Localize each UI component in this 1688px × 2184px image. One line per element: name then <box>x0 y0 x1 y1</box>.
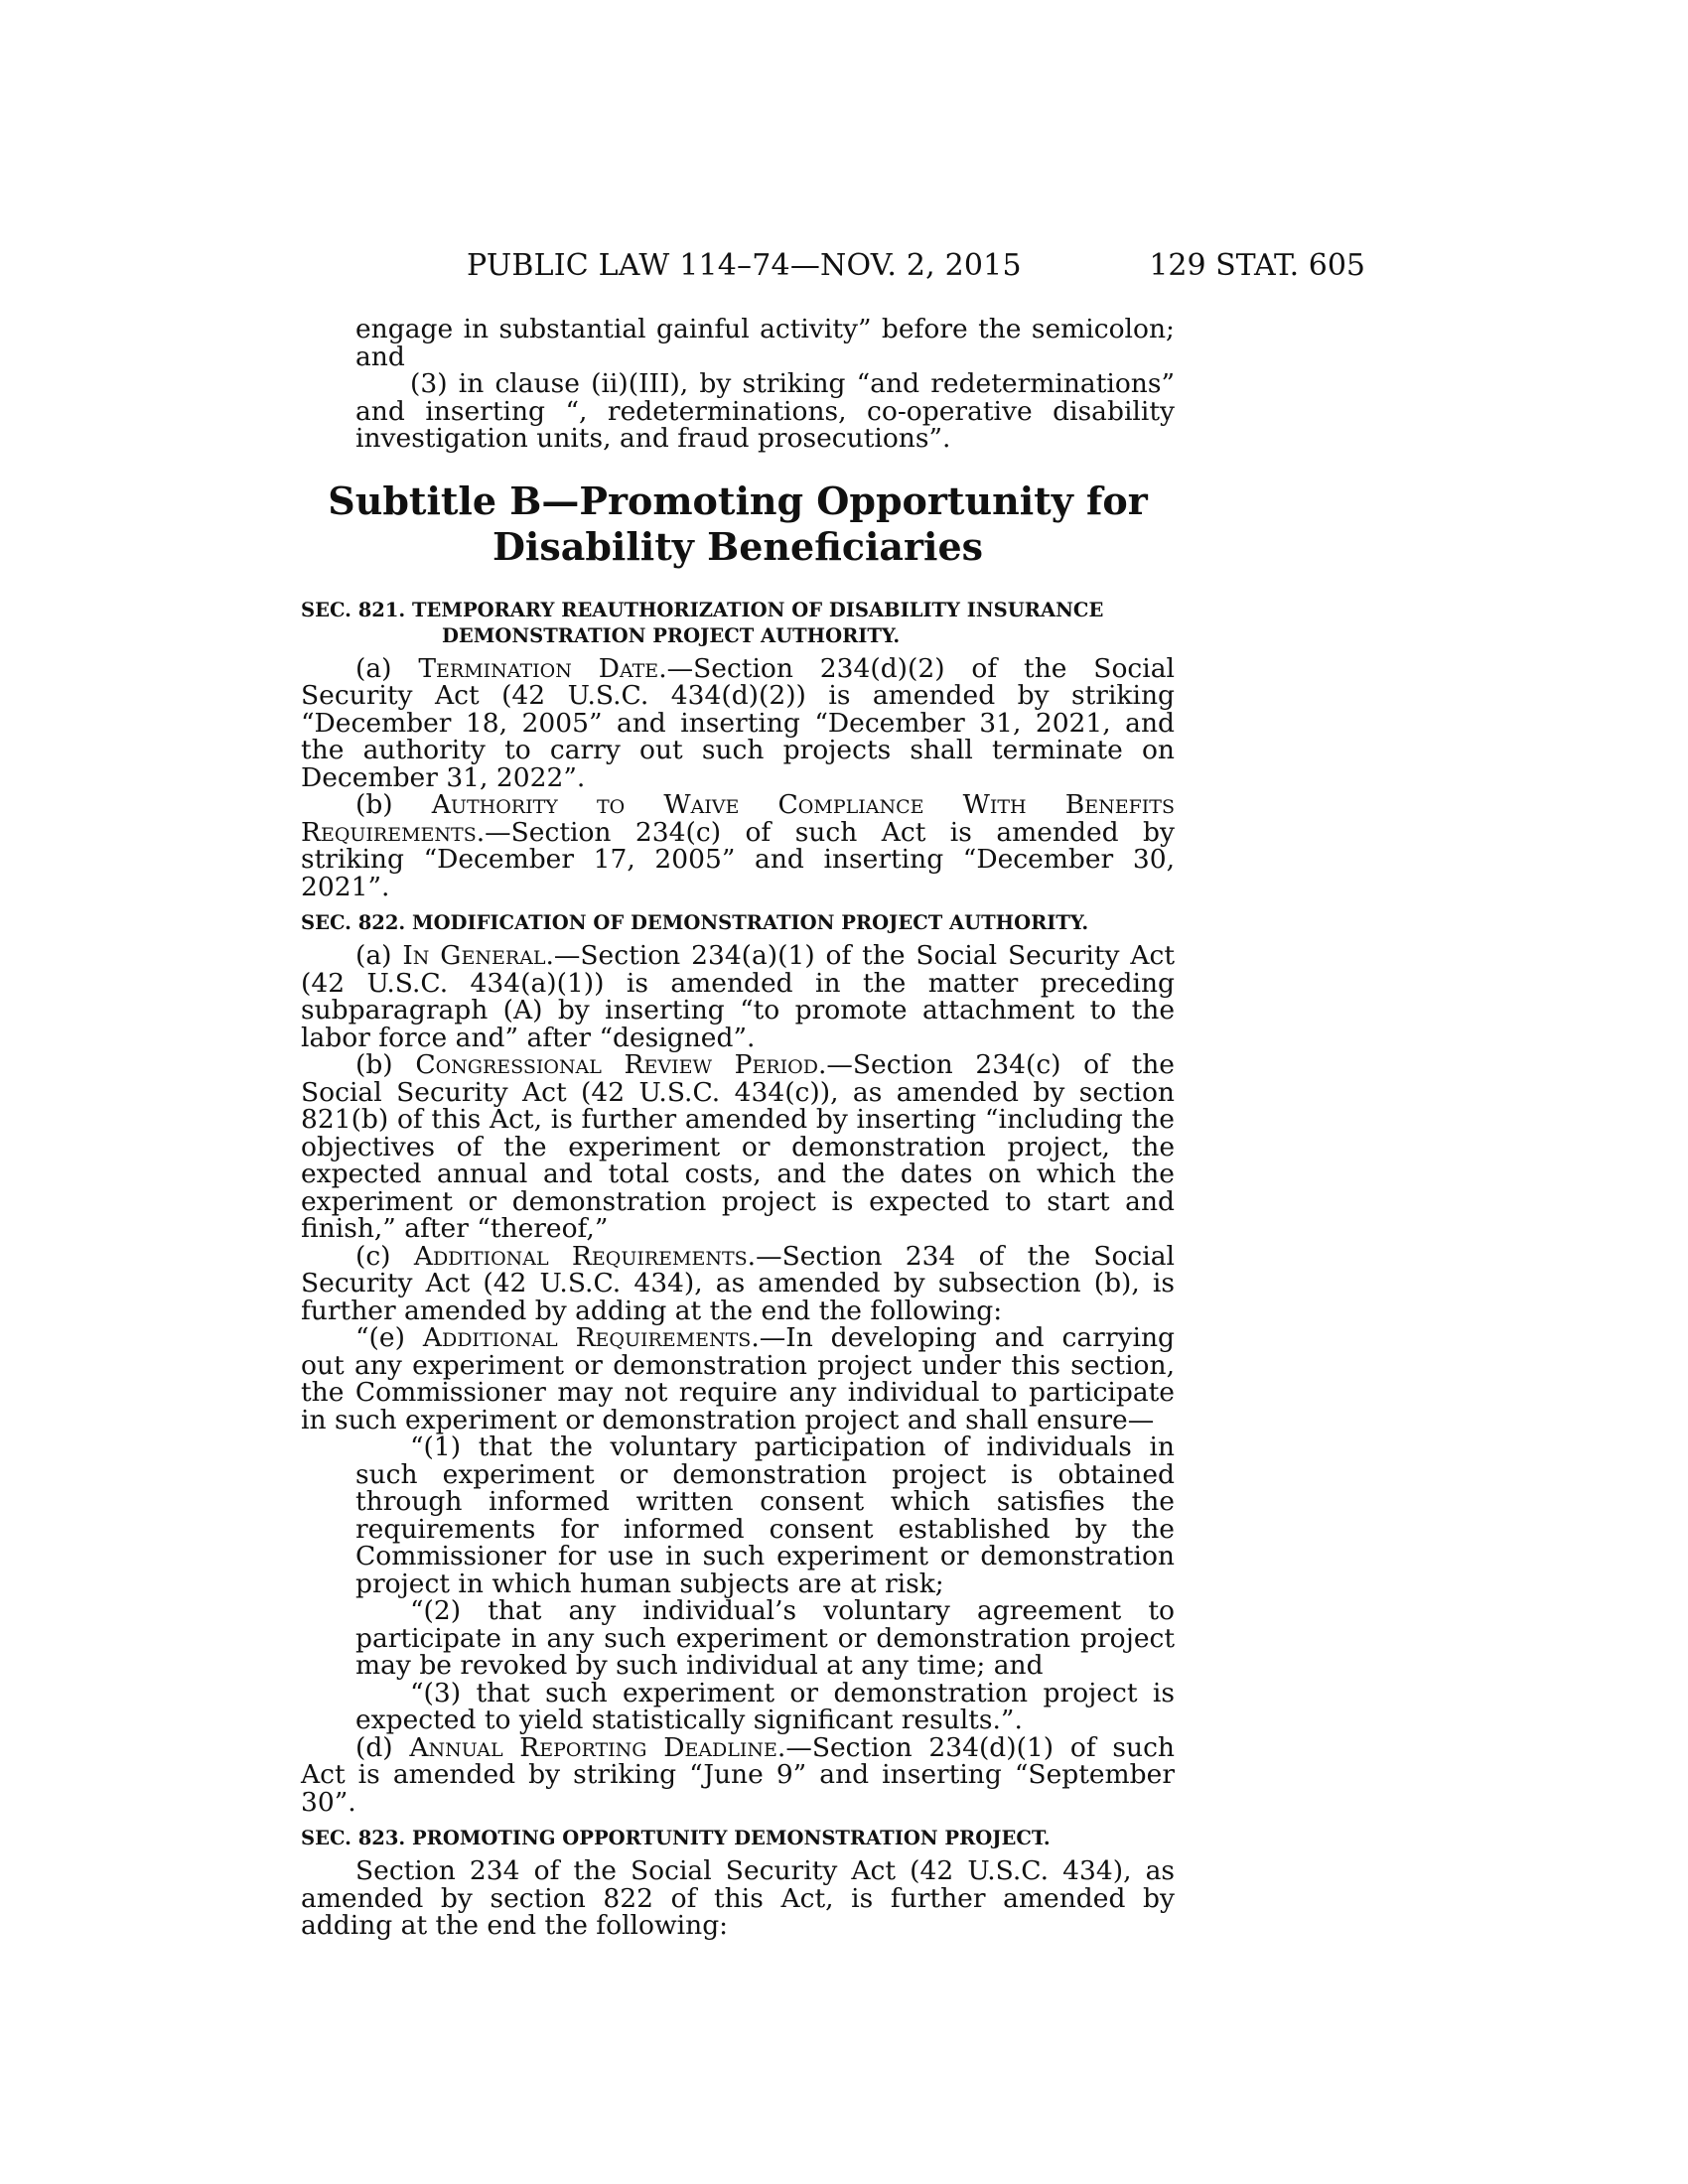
section-822-c-label: (c) <box>355 1240 414 1272</box>
section-822-c-caption: Additional Requirements <box>413 1240 748 1272</box>
section-822-b <box>301 1051 1175 1243</box>
section-821-a-label: (a) <box>355 652 419 684</box>
section-821-b <box>301 791 1175 900</box>
section-821-heading <box>301 598 1175 649</box>
section-822-e-3: “(3) that such experiment or demonstration project is expected to yield statistically significant results.”. <box>355 1677 1175 1735</box>
section-821-heading-line-1: SEC. 821. TEMPORARY REAUTHORIZATION OF DISABILITY INSURANCE <box>301 598 1104 621</box>
running-head <box>0 248 1688 288</box>
section-822-a-label: (a) <box>355 940 403 971</box>
carryover-text: engage in substantial gainful activity” before the semicolon; and <box>355 314 1175 372</box>
subtitle-heading <box>301 478 1175 570</box>
section-823-heading <box>301 1826 1175 1851</box>
section-822-d-caption: Annual Reporting Deadline <box>409 1731 777 1763</box>
section-821-b-text: .—Section 234(c) of such Act is amended by striking “December 17, 2005” and inserting “December 30, 2021”. <box>301 816 1175 902</box>
section-821-b-caption: Authority to Waive Compliance With Benefits Requirements <box>301 789 1175 848</box>
section-823-text: Section 234 of the Social Security Act (42 U.S.C. 434), as amended by section 822 of this Act, is further amended by adding at the end the following: <box>301 1855 1175 1941</box>
section-821-heading-line-2: DEMONSTRATION PROJECT AUTHORITY. <box>442 623 901 647</box>
subtitle-line-1: Subtitle B—Promoting Opportunity for <box>328 478 1148 523</box>
section-821-a <box>301 652 1175 793</box>
section-821-a-text: .—Section 234(d)(2) of the Social Security Act (42 U.S.C. 434(d)(2)) is amended by striking “December 18, 2005” and inserting “December 31, 2021, and the authority to carry out such projects shall terminate on December 31, 2022”. <box>301 652 1175 793</box>
page-number: 129 STAT. 605 <box>1149 248 1365 283</box>
section-821-a-caption: Termination Date <box>418 652 659 684</box>
running-head-title: PUBLIC LAW 114–74—NOV. 2, 2015 <box>467 248 1022 283</box>
subtitle-line-2: Disability Beneficiaries <box>492 523 984 569</box>
section-822-a-caption: In General <box>402 940 546 971</box>
body-column <box>301 316 1175 1940</box>
section-822-a-text: .—Section 234(a)(1) of the Social Security Act (42 U.S.C. 434(a)(1)) is amended in the matter preceding subparagraph (A) by inserting “to promote attachment to the labor force and” after “designed”. <box>301 940 1175 1053</box>
section-822-e <box>301 1324 1175 1433</box>
section-822-a <box>301 942 1175 1051</box>
section-822-e-text: .—In developing and carrying out any experiment or demonstration project under this section, the Commissioner may not require any individual to participate in such experiment or demonstration project and shall ensure— <box>301 1322 1175 1435</box>
section-822-d-label: (d) <box>355 1731 410 1763</box>
section-822-c <box>301 1240 1176 1326</box>
section-822-b-text: .—Section 234(c) of the Social Security Act (42 U.S.C. 434(c)), as amended by section 821(b) of this Act, is further amended by inserting “including the objectives of the experiment or demonstration project, the expected annual and total costs, and the dates on which the experiment or demonstration project is expected to start and finish,” after “thereof,” <box>301 1049 1175 1244</box>
section-822-e-caption: Additional Requirements <box>422 1322 752 1353</box>
section-822-heading <box>301 910 1175 936</box>
paragraph-3: (3) in clause (ii)(III), by striking “and redeterminations” and inserting “, redeterminations, co-operative disability investigation units, and fraud prosecutions”. <box>355 368 1175 454</box>
section-822-e-1: “(1) that the voluntary participation of individuals in such experiment or demonstration project is obtained through informed written consent which satisfies the requirements for informed consent established by the Commissioner for use in such experiment or demonstration project in which human subjects are at risk; <box>355 1432 1175 1599</box>
section-822-e-label: “(e) <box>355 1322 423 1353</box>
section-822-d <box>301 1731 1175 1818</box>
section-822-heading-text: SEC. 822. MODIFICATION OF DEMONSTRATION PROJECT AUTHORITY. <box>301 911 1089 934</box>
section-822-e-2: “(2) that any individual’s voluntary agreement to participate in any such experiment or demonstration project may be revoked by such individual at any time; and <box>355 1595 1175 1681</box>
section-822-b-caption: Congressional Review Period <box>415 1049 818 1080</box>
section-822-c-text: .—Section 234 of the Social Security Act (42 U.S.C. 434), as amended by subsection (b), is further amended by adding at the end the following: <box>301 1240 1176 1326</box>
section-821-b-label: (b) <box>355 789 432 820</box>
section-822-b-label: (b) <box>355 1049 416 1080</box>
section-823-heading-text: SEC. 823. PROMOTING OPPORTUNITY DEMONSTRATION PROJECT. <box>301 1827 1051 1849</box>
section-822-d-text: .—Section 234(d)(1) of such Act is amended by striking “June 9” and inserting “September 30”. <box>301 1731 1175 1818</box>
